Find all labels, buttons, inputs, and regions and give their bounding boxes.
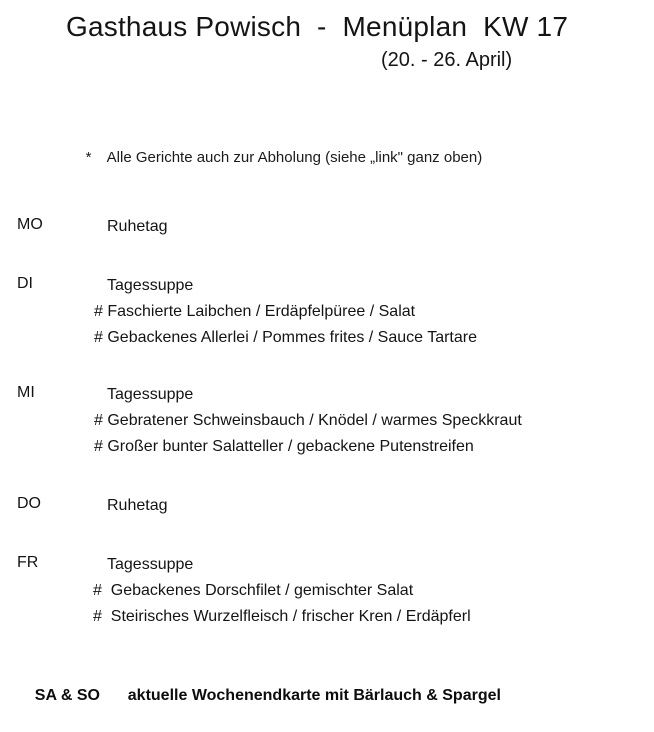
asterisk-icon: * bbox=[85, 149, 92, 166]
menu-line: # Gebackenes Dorschfilet / gemischter Salat bbox=[93, 582, 414, 599]
day-lines-di bbox=[0, 273, 654, 351]
day-label-mo: MO bbox=[17, 216, 43, 233]
day-label-do: DO bbox=[17, 495, 41, 512]
takeaway-note bbox=[69, 126, 482, 189]
day-lines-mo bbox=[0, 214, 654, 240]
menu-line: # Gebackenes Allerlei / Pommes frites / Sauce Tartare bbox=[94, 329, 477, 346]
menu-line: Ruhetag bbox=[107, 497, 168, 514]
day-label-mi: MI bbox=[17, 384, 35, 401]
menu-line: # Gebratener Schweinsbauch / Knödel / warmes Speckkraut bbox=[94, 412, 522, 429]
weekend-menu-text: aktuelle Wochenendkarte mit Bärlauch & Spargel bbox=[127, 687, 501, 704]
menu-line: Tagessuppe bbox=[107, 277, 194, 294]
menu-line: Tagessuppe bbox=[107, 556, 194, 573]
weekend-row bbox=[17, 660, 501, 732]
menu-line: Ruhetag bbox=[107, 218, 168, 235]
day-label-sa-so: SA & SO bbox=[34, 687, 100, 704]
menu-line: # Großer bunter Salatteller / gebackene Putenstreifen bbox=[94, 438, 474, 455]
page-subtitle-date-range: (20. - 26. April) bbox=[381, 49, 513, 71]
day-label-di: DI bbox=[17, 275, 33, 292]
menu-line: # Faschierte Laibchen / Erdäpfelpüree / Salat bbox=[94, 303, 416, 320]
day-label-fr: FR bbox=[17, 554, 39, 571]
menu-line: # Steirisches Wurzelfleisch / frischer Kren / Erdäpferl bbox=[93, 608, 471, 625]
day-lines-fr bbox=[0, 552, 654, 630]
menu-line: Tagessuppe bbox=[107, 386, 194, 403]
takeaway-note-text: Alle Gerichte auch zur Abholung (siehe „link" ganz oben) bbox=[106, 149, 483, 166]
day-lines-mi bbox=[0, 382, 654, 460]
day-lines-do bbox=[0, 493, 654, 519]
page-title: Gasthaus Powisch - Menüplan KW 17 bbox=[66, 11, 569, 42]
